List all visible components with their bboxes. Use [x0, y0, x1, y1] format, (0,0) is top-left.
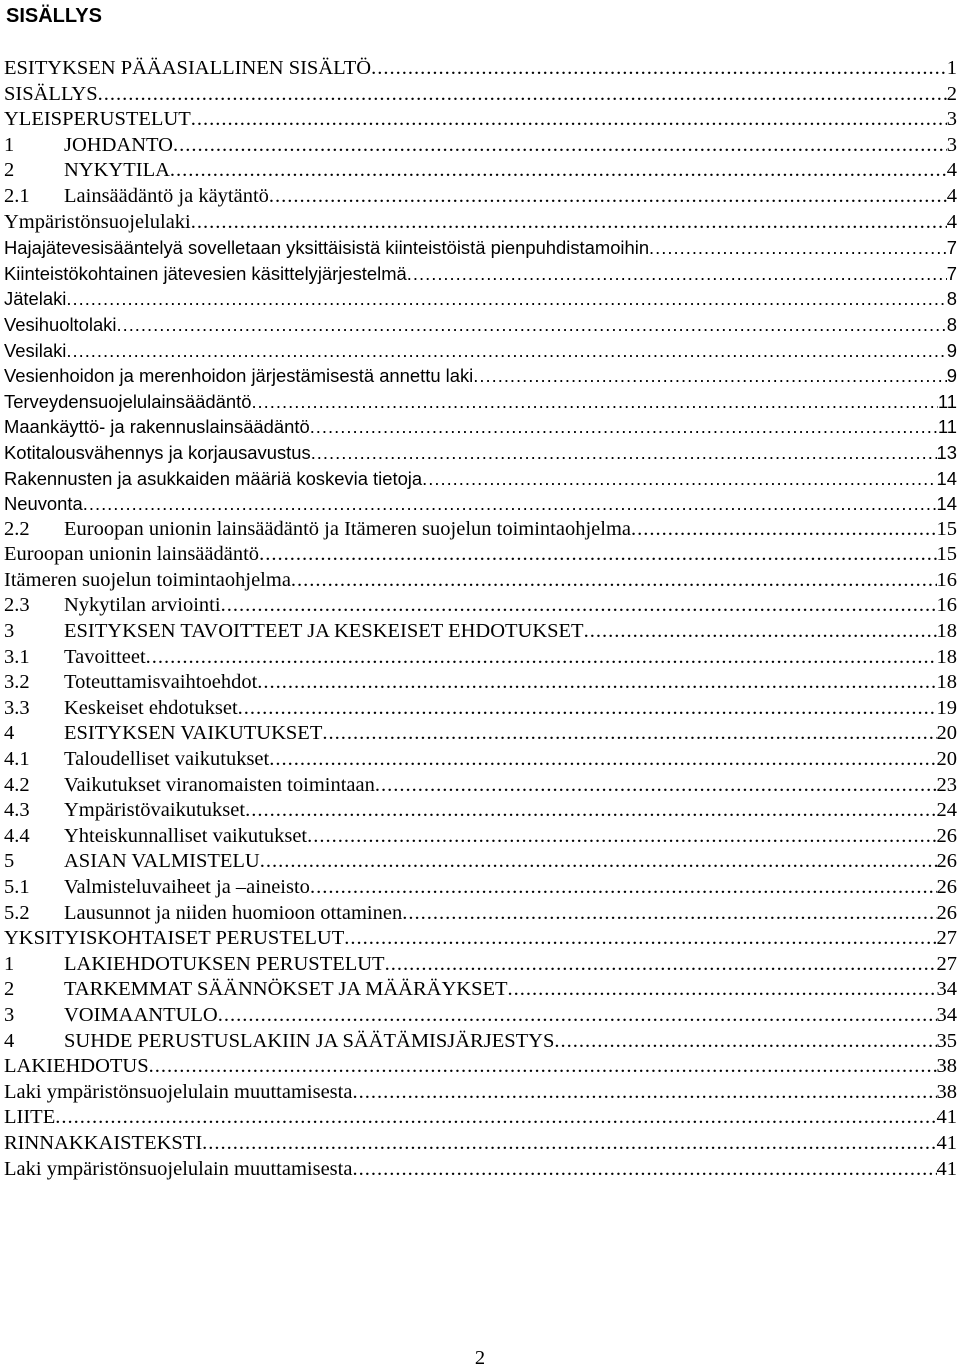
toc-entry[interactable] [4, 363, 957, 389]
toc-entry[interactable] [4, 389, 957, 415]
toc-page-number: 38 [936, 1055, 957, 1078]
dot-leader [310, 875, 937, 901]
toc-page-number: 11 [937, 416, 957, 438]
toc-entry-title: LAKIEHDOTUS [4, 1055, 149, 1078]
page-number: 2 [474, 1347, 486, 1369]
toc-page-number: 2 [946, 82, 957, 105]
toc-section-number: 3.1 [4, 645, 30, 668]
toc-section-number: 1 [4, 952, 15, 975]
toc-section-number: 3.3 [4, 696, 30, 719]
toc-page-number: 26 [936, 876, 957, 898]
toc-page-number: 18 [936, 645, 957, 668]
dot-leader [291, 568, 937, 594]
toc-entry[interactable] [4, 414, 957, 440]
dot-leader [191, 210, 947, 236]
toc-page-number: 26 [936, 901, 957, 924]
dot-leader [245, 798, 936, 824]
toc-page-number: 9 [946, 339, 957, 361]
toc-entry-title: Neuvonta [4, 493, 83, 515]
toc-entry-title: Vesienhoidon ja merenhoidon järjestämisestä annettu laki [4, 365, 474, 387]
toc-entry[interactable] [4, 133, 957, 159]
dot-leader [269, 747, 936, 773]
toc-entry-title: NYKYTILA [64, 159, 170, 182]
toc-entry[interactable] [4, 286, 957, 312]
toc-page-number: 3 [946, 108, 957, 131]
dot-leader [508, 977, 937, 1003]
toc-entry-title: ESITYKSEN PÄÄASIALLINEN SISÄLTÖ [4, 57, 372, 79]
toc-section-number: 1 [4, 133, 15, 156]
toc-section-number: 2 [4, 978, 15, 1001]
toc-section-number: 5.2 [4, 901, 30, 924]
dot-leader [402, 901, 936, 927]
toc-entry-title: SUHDE PERUSTUSLAKIIN JA SÄÄTÄMISJÄRJESTYS [64, 1029, 555, 1052]
toc-entry-title: Lausunnot ja niiden huomioon ottaminen [64, 901, 403, 924]
toc-entry[interactable] [4, 824, 957, 850]
toc-section-number: 4 [4, 722, 15, 745]
toc-section-number: 5 [4, 850, 15, 873]
toc-page-number: 26 [936, 850, 957, 873]
dot-leader [83, 491, 937, 517]
toc-entry-title: LIITE [4, 1106, 56, 1129]
toc-entry-title: Ympäristönsuojelulaki [4, 210, 191, 233]
toc-entry[interactable] [4, 1080, 957, 1106]
toc-entry[interactable] [4, 1157, 957, 1183]
toc-page-number: 18 [936, 671, 957, 694]
dot-leader [352, 1080, 936, 1106]
toc-page-number: 23 [936, 773, 957, 796]
toc-page-number: 16 [936, 568, 957, 591]
toc-section-number: 3 [4, 1003, 15, 1026]
toc-entry[interactable] [4, 542, 957, 568]
toc-entry[interactable] [4, 1003, 957, 1029]
toc-page-number: 41 [936, 1157, 957, 1180]
toc-page-number: 4 [946, 184, 957, 207]
toc-entry[interactable] [4, 261, 957, 287]
toc-section-number: 2.3 [4, 594, 30, 617]
dot-leader [260, 849, 937, 875]
toc-page-number: 19 [936, 696, 957, 719]
table-of-contents [4, 56, 957, 1182]
dot-leader [307, 824, 936, 850]
toc-page-number: 3 [946, 133, 957, 156]
toc-page-number: 8 [946, 313, 957, 335]
toc-entry[interactable] [4, 56, 957, 82]
dot-leader [344, 926, 936, 952]
toc-entry[interactable] [4, 235, 957, 261]
toc-page-number: 15 [936, 517, 957, 540]
toc-entry-title: LAKIEHDOTUKSEN PERUSTELUT [64, 952, 385, 975]
toc-page-number: 7 [946, 262, 957, 284]
toc-entry[interactable] [4, 1054, 957, 1080]
toc-entry[interactable] [4, 491, 957, 517]
toc-page-number: 14 [936, 467, 957, 489]
toc-entry-title: Terveydensuojelulainsäädäntö [4, 390, 252, 412]
dot-leader [257, 670, 936, 696]
toc-entry-title: YKSITYISKOHTAISET PERUSTELUT [4, 927, 345, 950]
toc-entry-title: Tavoitteet [64, 645, 146, 668]
toc-entry[interactable] [4, 158, 957, 184]
toc-entry[interactable] [4, 798, 957, 824]
toc-section-number: 4.1 [4, 748, 30, 771]
dot-leader [218, 1003, 937, 1029]
dot-leader [170, 158, 947, 184]
toc-section-number: 5.1 [4, 876, 30, 898]
toc-entry[interactable] [4, 338, 957, 364]
toc-entry[interactable] [4, 721, 957, 747]
toc-entry-title: Itämeren suojelun toimintaohjelma [4, 568, 291, 591]
dot-leader [322, 721, 936, 747]
toc-entry[interactable] [4, 1105, 957, 1131]
toc-entry[interactable] [4, 773, 957, 799]
toc-entry[interactable] [4, 517, 957, 543]
toc-entry[interactable] [4, 184, 957, 210]
toc-entry-title: SISÄLLYS [4, 82, 98, 105]
dot-leader [66, 286, 946, 312]
toc-section-number: 3.2 [4, 671, 30, 694]
toc-page-number: 1 [946, 57, 957, 79]
toc-heading: SISÄLLYS [6, 5, 102, 27]
dot-leader [422, 466, 936, 492]
toc-entry[interactable] [4, 1029, 957, 1055]
toc-section-number: 3 [4, 620, 15, 643]
dot-leader [173, 133, 947, 159]
dot-leader [269, 184, 947, 210]
toc-entry[interactable] [4, 440, 957, 466]
toc-entry[interactable] [4, 593, 957, 619]
toc-entry[interactable] [4, 210, 957, 236]
toc-page-number: 26 [936, 824, 957, 847]
dot-leader [191, 107, 947, 133]
dot-leader [375, 773, 937, 799]
toc-entry-title: Lainsäädäntö ja käytäntö [64, 184, 269, 207]
toc-entry[interactable] [4, 82, 957, 108]
toc-section-number: 2 [4, 159, 15, 182]
dot-leader [149, 1054, 937, 1080]
toc-entry-title: Euroopan unionin lainsäädäntö [4, 543, 260, 566]
toc-section-number: 2.2 [4, 517, 30, 540]
toc-page-number: 7 [946, 237, 957, 259]
toc-entry-title: Toteuttamisvaihtoehdot [64, 671, 258, 694]
dot-leader [251, 389, 937, 415]
toc-entry-title: Laki ympäristönsuojelulain muuttamisesta [4, 1080, 353, 1103]
toc-entry-title: Vaikutukset viranomaisten toimintaan [64, 773, 375, 796]
toc-entry-title: Hajajätevesisääntelyä sovelletaan yksittäisistä kiinteistöistä pienpuhdistamoihin [4, 237, 650, 259]
toc-entry[interactable] [4, 619, 957, 645]
toc-entry-title: Keskeiset ehdotukset [64, 696, 238, 719]
toc-page-number: 24 [936, 799, 957, 822]
toc-entry-title: Yhteiskunnalliset vaikutukset [64, 824, 308, 847]
toc-section-number: 4.2 [4, 773, 30, 796]
toc-entry[interactable] [4, 747, 957, 773]
toc-section-number: 2.1 [4, 184, 30, 207]
toc-entry-title: Vesilaki [4, 339, 67, 361]
toc-entry-title: Rakennusten ja asukkaiden määriä koskevia tietoja [4, 467, 423, 489]
toc-entry-title: ESITYKSEN TAVOITTEET JA KESKEISET EHDOTUKSET [64, 620, 584, 643]
dot-leader [98, 82, 947, 108]
toc-entry-title: Jätelaki [4, 288, 67, 310]
toc-entry-title: Valmisteluvaiheet ja –aineisto [64, 876, 310, 898]
dot-leader [310, 414, 938, 440]
toc-entry-title: Ympäristövaikutukset [64, 799, 246, 822]
dot-leader [407, 261, 947, 287]
toc-entry[interactable] [4, 1131, 957, 1157]
dot-leader [238, 696, 937, 722]
toc-entry-title: Nykytilan arviointi [64, 594, 221, 617]
toc-page-number: 4 [946, 210, 957, 233]
toc-entry-title: TARKEMMAT SÄÄNNÖKSET JA MÄÄRÄYKSET [64, 978, 508, 1001]
toc-section-number: 4 [4, 1029, 15, 1052]
dot-leader [631, 517, 936, 543]
toc-entry[interactable] [4, 466, 957, 492]
toc-entry[interactable] [4, 952, 957, 978]
toc-page-number: 34 [936, 1003, 957, 1026]
toc-page-number: 15 [936, 543, 957, 566]
dot-leader [259, 542, 936, 568]
toc-page-number: 14 [936, 493, 957, 515]
toc-page-number: 41 [936, 1131, 957, 1154]
toc-page-number: 38 [936, 1080, 957, 1103]
toc-entry-title: Kotitalousvähennys ja korjausavustus [4, 441, 311, 463]
dot-leader [385, 952, 937, 978]
toc-section-number: 4.3 [4, 799, 30, 822]
toc-entry[interactable] [4, 977, 957, 1003]
dot-leader [371, 56, 947, 82]
toc-page-number: 18 [936, 620, 957, 643]
toc-section-number: 4.4 [4, 824, 30, 847]
toc-entry[interactable] [4, 670, 957, 696]
toc-entry-title: Euroopan unionin lainsäädäntö ja Itämeren suojelun toimintaohjelma [64, 517, 632, 540]
toc-entry[interactable] [4, 926, 957, 952]
toc-entry[interactable] [4, 696, 957, 722]
toc-entry-title: RINNAKKAISTEKSTI [4, 1131, 203, 1154]
toc-page-number: 35 [936, 1029, 957, 1052]
toc-entry[interactable] [4, 875, 957, 901]
dot-leader [352, 1157, 936, 1183]
toc-entry-title: Taloudelliset vaikutukset [64, 748, 270, 771]
toc-entry[interactable] [4, 849, 957, 875]
toc-entry-title: Kiinteistökohtainen jätevesien käsittelyjärjestelmä [4, 262, 407, 284]
toc-entry[interactable] [4, 645, 957, 671]
toc-page-number: 13 [936, 441, 957, 463]
toc-entry[interactable] [4, 568, 957, 594]
dot-leader [202, 1131, 936, 1157]
dot-leader [116, 312, 946, 338]
toc-entry-title: ESITYKSEN VAIKUTUKSET [64, 722, 323, 745]
toc-entry[interactable] [4, 107, 957, 133]
toc-page-number: 27 [936, 952, 957, 975]
toc-page-number: 41 [936, 1106, 957, 1129]
dot-leader [554, 1029, 936, 1055]
toc-entry[interactable] [4, 901, 957, 927]
dot-leader [221, 593, 937, 619]
toc-page-number: 4 [946, 159, 957, 182]
toc-entry-title: Maankäyttö- ja rakennuslainsäädäntö [4, 416, 310, 438]
toc-page-number: 16 [936, 594, 957, 617]
toc-entry-title: YLEISPERUSTELUT [4, 108, 191, 131]
dot-leader [55, 1105, 936, 1131]
toc-entry-title: Laki ympäristönsuojelulain muuttamisesta [4, 1157, 353, 1180]
toc-page-number: 20 [936, 722, 957, 745]
toc-entry-title: VOIMAANTULO [64, 1003, 218, 1026]
dot-leader [584, 619, 937, 645]
toc-entry-title: JOHDANTO [64, 133, 173, 156]
toc-entry-title: ASIAN VALMISTELU [64, 850, 260, 873]
toc-page-number: 11 [937, 390, 957, 412]
toc-entry-title: Vesihuoltolaki [4, 313, 117, 335]
dot-leader [66, 338, 946, 364]
dot-leader [311, 440, 937, 466]
toc-page-number: 34 [936, 978, 957, 1001]
toc-page-number: 20 [936, 748, 957, 771]
toc-page-number: 8 [946, 288, 957, 310]
dot-leader [649, 235, 947, 261]
toc-page-number: 9 [946, 365, 957, 387]
dot-leader [473, 363, 947, 389]
dot-leader [146, 645, 937, 671]
toc-entry[interactable] [4, 312, 957, 338]
toc-page-number: 27 [936, 927, 957, 950]
